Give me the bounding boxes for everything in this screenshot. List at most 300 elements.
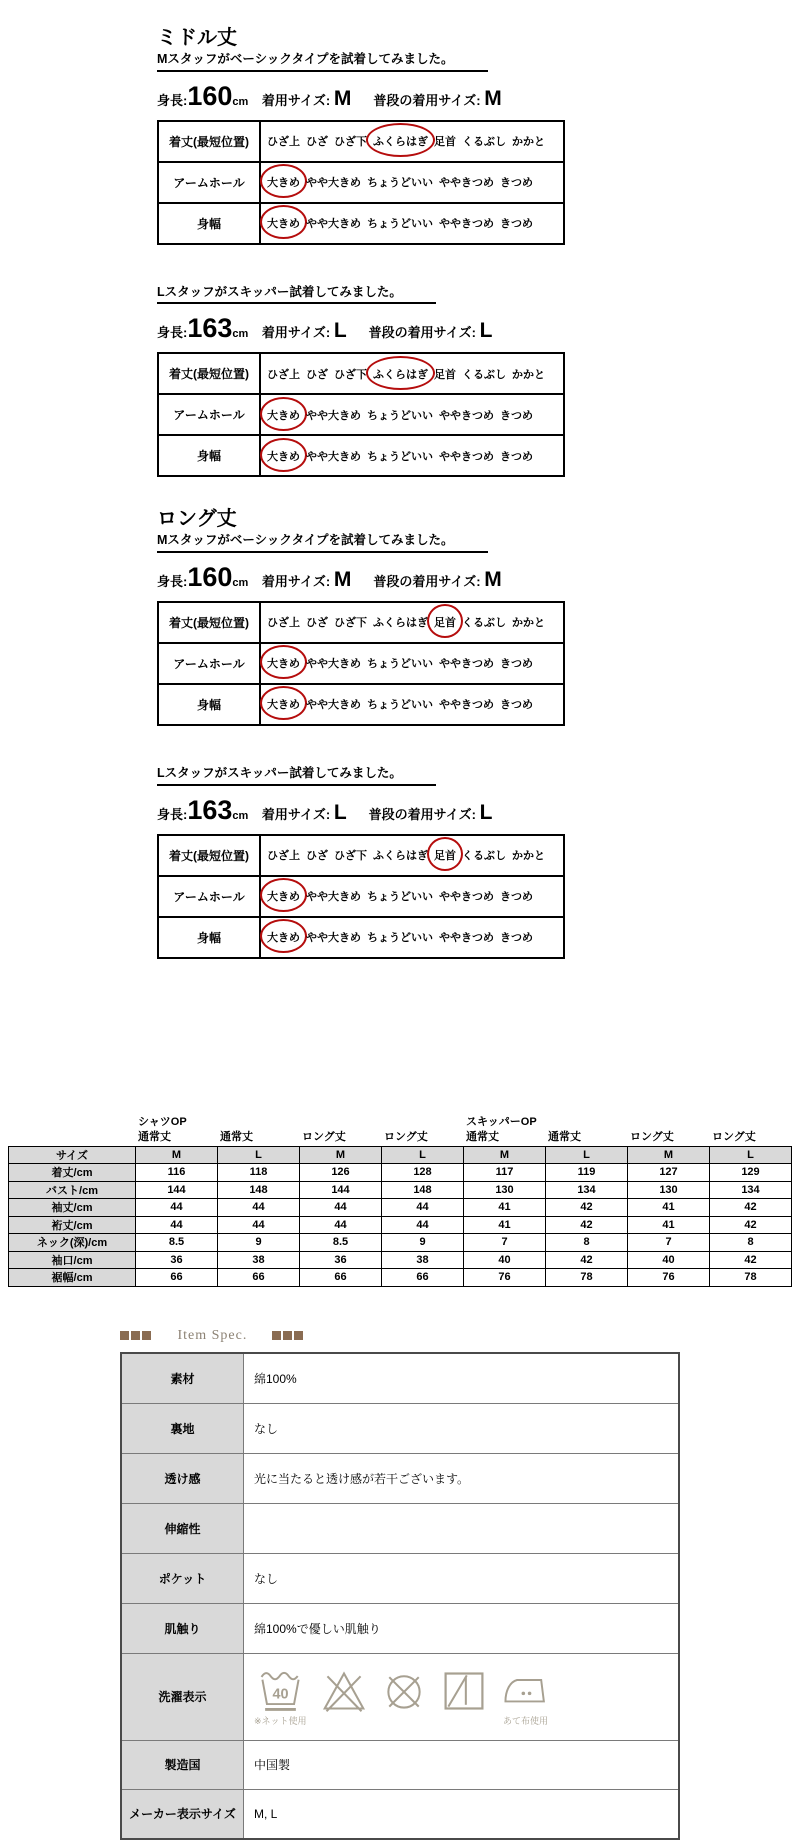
size-cell: 42	[546, 1199, 628, 1217]
fit-option: ふくらはぎ	[373, 617, 428, 630]
fit-table	[157, 601, 565, 726]
accent-squares-left-icon	[120, 1327, 153, 1345]
fit-table-row	[158, 602, 564, 643]
size-type-label: ロング丈	[302, 1130, 346, 1143]
size-row-label: バスト/cm	[9, 1181, 136, 1199]
size-group-shirt-label: シャツOP	[138, 1115, 187, 1128]
size-cell: 42	[710, 1216, 792, 1234]
fit-option: かかと	[512, 850, 545, 862]
fit-table-row	[158, 394, 564, 435]
fit-option-circled: 大きめ	[267, 174, 300, 190]
fit-table-row	[158, 353, 564, 394]
size-row-label: ネック(深)/cm	[9, 1234, 136, 1252]
fit-option: 足首	[434, 368, 456, 381]
size-cell: 119	[546, 1164, 628, 1182]
fit-row-options	[260, 353, 564, 394]
spec-row	[121, 1553, 679, 1603]
page-root	[0, 26, 800, 1840]
size-cell: 8	[546, 1234, 628, 1252]
size-cell: 44	[218, 1216, 300, 1234]
size-cell: 41	[464, 1199, 546, 1217]
size-type-label: ロング丈	[712, 1130, 756, 1143]
size-cell: 36	[300, 1251, 382, 1269]
fit-option: ふくらはぎ	[373, 850, 428, 862]
size-cell: 130	[464, 1181, 546, 1199]
fit-option: ひざ上	[267, 368, 300, 381]
item-spec-table-host	[120, 1352, 680, 1840]
trial	[157, 531, 800, 726]
staff-stats	[157, 795, 800, 826]
fit-option: ちょうどいい	[367, 658, 433, 671]
size-cell: 118	[218, 1164, 300, 1182]
fit-option: やや大きめ	[306, 450, 361, 463]
size-table-row	[9, 1164, 792, 1182]
fit-row-options	[260, 684, 564, 725]
fit-row-label: アームホール	[158, 643, 260, 684]
size-header-cell: L	[710, 1146, 792, 1164]
fit-option: ちょうどいい	[367, 218, 433, 231]
trial-subtitle: Mスタッフがベーシックタイプを試着してみました。	[157, 52, 488, 72]
fit-option-circled: 足首	[434, 847, 456, 863]
fit-row-label: 着丈(最短位置)	[158, 353, 260, 394]
item-spec-block	[120, 1327, 680, 1840]
stat-usual-size-value: M	[484, 567, 502, 591]
size-group-skipper-label: スキッパーOP	[466, 1115, 537, 1128]
spec-row-value	[244, 1603, 680, 1653]
stat-usual-size-value: L	[479, 800, 493, 824]
staff-stats	[157, 313, 800, 344]
spec-value-text: 綿100%で優しい肌触り	[254, 1621, 381, 1636]
fit-option-circled: 大きめ	[267, 696, 300, 712]
stat-wear-size-label: 着用サイズ:	[258, 325, 334, 341]
size-cell: 76	[464, 1269, 546, 1287]
spec-row	[121, 1353, 679, 1404]
fit-option: くるぶし	[462, 850, 506, 862]
stat-usual-size-label: 普段の着用サイズ:	[368, 325, 480, 341]
spec-row-value	[244, 1789, 680, 1839]
fit-row-label: アームホール	[158, 394, 260, 435]
size-cell: 8.5	[136, 1234, 218, 1252]
fit-option: やや大きめ	[306, 699, 361, 712]
stat-height-unit: cm	[232, 95, 249, 108]
stat-wear-size-label: 着用サイズ:	[258, 573, 334, 589]
stat-height-label: 身長:	[157, 325, 188, 341]
stat-wear-size-label: 着用サイズ:	[258, 806, 334, 822]
fit-row-options	[260, 643, 564, 684]
fit-option: かかと	[512, 136, 545, 149]
stat-height-label: 身長:	[157, 806, 188, 822]
item-spec-title: Item Spec.	[177, 1327, 248, 1343]
stat-wear-size-value: M	[333, 567, 352, 591]
size-cell: 76	[628, 1269, 710, 1287]
size-cell: 42	[710, 1251, 792, 1269]
fit-table-row	[158, 917, 564, 958]
fit-option: ややきつめ	[439, 699, 494, 712]
size-cell: 9	[382, 1234, 464, 1252]
size-cell: 66	[300, 1269, 382, 1287]
size-cell: 134	[546, 1181, 628, 1199]
size-cell: 41	[628, 1199, 710, 1217]
spec-row-label: 製造国	[121, 1740, 244, 1789]
fit-option: ひざ上	[267, 850, 300, 862]
spec-row	[121, 1653, 679, 1740]
stat-wear-size-value: M	[333, 86, 352, 110]
size-cell: 8.5	[300, 1234, 382, 1252]
fit-table-row	[158, 121, 564, 162]
stat-wear-size-label: 着用サイズ:	[258, 92, 334, 108]
fit-row-label: アームホール	[158, 162, 260, 203]
spec-row-value	[244, 1403, 680, 1453]
size-header-cell: L	[546, 1146, 628, 1164]
size-type-label: 通常丈	[220, 1130, 253, 1143]
size-type-label: 通常丈	[548, 1130, 581, 1143]
fit-option: くるぶし	[462, 617, 506, 630]
fit-option: きつめ	[500, 932, 533, 944]
care-symbols	[254, 1664, 677, 1729]
fit-section	[157, 26, 800, 477]
fit-option: やや大きめ	[306, 932, 361, 944]
size-cell: 66	[382, 1269, 464, 1287]
fit-option: やや大きめ	[306, 658, 361, 671]
size-row-label: 袖丈/cm	[9, 1199, 136, 1217]
fit-option: ひざ下	[334, 617, 367, 630]
fit-table	[157, 120, 565, 245]
fit-option: きつめ	[500, 218, 533, 231]
size-cell: 41	[464, 1216, 546, 1234]
size-cell: 44	[300, 1216, 382, 1234]
spec-row-label: メーカー表示サイズ	[121, 1789, 244, 1839]
fit-section	[157, 507, 800, 958]
fit-option: ひざ下	[334, 136, 367, 149]
spec-row-value	[244, 1653, 680, 1740]
size-cell: 44	[382, 1199, 464, 1217]
care-no-dry-clean-icon	[381, 1668, 427, 1714]
size-table-row	[9, 1269, 792, 1287]
size-table-row	[9, 1251, 792, 1269]
care-shade-dry-icon	[441, 1668, 487, 1714]
size-cell: 66	[136, 1269, 218, 1287]
fit-row-options	[260, 835, 564, 876]
fit-row-label: 着丈(最短位置)	[158, 602, 260, 643]
size-cell: 38	[218, 1251, 300, 1269]
size-cell: 42	[546, 1216, 628, 1234]
size-cell: 129	[710, 1164, 792, 1182]
size-cell: 44	[382, 1216, 464, 1234]
fit-row-label: 身幅	[158, 203, 260, 244]
care-no-bleach-icon	[321, 1668, 367, 1714]
stat-height-label: 身長:	[157, 92, 188, 108]
fit-table-row	[158, 203, 564, 244]
fit-row-label: 着丈(最短位置)	[158, 835, 260, 876]
care-wash-40-icon	[254, 1667, 307, 1727]
size-cell: 128	[382, 1164, 464, 1182]
size-table	[8, 1146, 792, 1287]
fit-option-circled: 足首	[434, 614, 456, 630]
size-cell: 42	[546, 1251, 628, 1269]
size-row-label: 着丈/cm	[9, 1164, 136, 1182]
spec-value-text: 光に当たると透け感が若干ございます。	[254, 1471, 470, 1486]
fit-option-circled: 大きめ	[267, 929, 300, 945]
spec-value-text: 中国製	[254, 1758, 291, 1773]
size-cell: 41	[628, 1216, 710, 1234]
size-cell: 36	[136, 1251, 218, 1269]
fit-option: やや大きめ	[306, 891, 361, 903]
stat-usual-size-label: 普段の着用サイズ:	[373, 573, 485, 589]
stat-usual-size-label: 普段の着用サイズ:	[368, 806, 480, 822]
spec-row-value	[244, 1553, 680, 1603]
trial	[157, 764, 800, 959]
size-cell: 78	[710, 1269, 792, 1287]
size-row-label: 袖口/cm	[9, 1251, 136, 1269]
size-header-cell: M	[300, 1146, 382, 1164]
fit-option-circled: 大きめ	[267, 655, 300, 671]
spec-row-label: ポケット	[121, 1553, 244, 1603]
fit-option: きつめ	[500, 177, 533, 190]
size-row-label: 裄丈/cm	[9, 1216, 136, 1234]
spec-value-text: なし	[254, 1571, 279, 1586]
size-cell: 7	[628, 1234, 710, 1252]
fit-option: ややきつめ	[439, 658, 494, 671]
size-header-label: サイズ	[9, 1146, 136, 1164]
accent-squares-right-icon	[272, 1327, 305, 1345]
fit-option: きつめ	[500, 891, 533, 903]
size-cell: 127	[628, 1164, 710, 1182]
size-cell: 144	[136, 1181, 218, 1199]
staff-stats	[157, 81, 800, 112]
fit-table-row	[158, 643, 564, 684]
spec-value-text: M, L	[254, 1806, 278, 1821]
fit-table-row	[158, 435, 564, 476]
size-cell: 116	[136, 1164, 218, 1182]
trial-subtitle: Mスタッフがベーシックタイプを試着してみました。	[157, 533, 488, 553]
fit-option: ややきつめ	[439, 932, 494, 944]
spec-row	[121, 1453, 679, 1503]
stat-wear-size-value: L	[333, 800, 347, 824]
size-cell: 38	[382, 1251, 464, 1269]
stat-height-value: 160	[187, 80, 233, 111]
fit-row-options	[260, 162, 564, 203]
fit-sections	[157, 26, 800, 959]
fit-option-circled: 大きめ	[267, 888, 300, 904]
size-cell: 9	[218, 1234, 300, 1252]
trial	[157, 50, 800, 245]
fit-option: ひざ下	[334, 368, 367, 381]
fit-row-options	[260, 203, 564, 244]
fit-table-row	[158, 876, 564, 917]
size-cell: 42	[710, 1199, 792, 1217]
size-table-row	[9, 1199, 792, 1217]
spec-row-value	[244, 1503, 680, 1553]
stat-height-unit: cm	[232, 809, 249, 822]
fit-option: 足首	[434, 136, 456, 149]
fit-option: ややきつめ	[439, 218, 494, 231]
trial-subtitle: Lスタッフがスキッパー試着してみました。	[157, 285, 436, 305]
section-heading: ミドル丈	[157, 27, 237, 49]
fit-row-label: 着丈(最短位置)	[158, 121, 260, 162]
stat-height-unit: cm	[232, 328, 249, 341]
fit-table-row	[158, 162, 564, 203]
fit-row-label: 身幅	[158, 684, 260, 725]
fit-option: かかと	[512, 368, 545, 381]
spec-row-label: 素材	[121, 1353, 244, 1404]
fit-option: やや大きめ	[306, 177, 361, 190]
size-cell: 40	[628, 1251, 710, 1269]
fit-row-options	[260, 876, 564, 917]
fit-option: ややきつめ	[439, 450, 494, 463]
fit-option: ちょうどいい	[367, 891, 433, 903]
fit-option: ひざ	[306, 617, 328, 630]
fit-row-options	[260, 435, 564, 476]
fit-option-circled: 大きめ	[267, 407, 300, 423]
size-cell: 44	[136, 1199, 218, 1217]
fit-table-row	[158, 835, 564, 876]
size-header-cell: M	[136, 1146, 218, 1164]
fit-table	[157, 834, 565, 959]
trial	[157, 283, 800, 478]
size-cell: 130	[628, 1181, 710, 1199]
stat-height-value: 163	[187, 313, 233, 344]
size-cell: 44	[218, 1199, 300, 1217]
size-cell: 148	[382, 1181, 464, 1199]
size-cell: 134	[710, 1181, 792, 1199]
fit-option: きつめ	[500, 409, 533, 422]
size-table-row	[9, 1216, 792, 1234]
svg-text:40: 40	[272, 1686, 289, 1703]
size-type-label: ロング丈	[384, 1130, 428, 1143]
size-table-block	[8, 1115, 791, 1287]
stat-height-unit: cm	[232, 576, 249, 589]
fit-table	[157, 352, 565, 477]
fit-option: くるぶし	[462, 136, 506, 149]
spec-value-text: なし	[254, 1421, 279, 1436]
size-type-label: 通常丈	[466, 1130, 499, 1143]
fit-option: ちょうどいい	[367, 699, 433, 712]
fit-option-circled: 大きめ	[267, 215, 300, 231]
size-type-spacer	[8, 1130, 135, 1145]
stat-usual-size-value: L	[479, 319, 493, 343]
fit-table-row	[158, 684, 564, 725]
fit-option: ややきつめ	[439, 177, 494, 190]
spec-row	[121, 1603, 679, 1653]
fit-option: やや大きめ	[306, 409, 361, 422]
item-spec-table	[120, 1352, 680, 1840]
spec-row	[121, 1789, 679, 1839]
stat-usual-size-label: 普段の着用サイズ:	[373, 92, 485, 108]
size-cell: 148	[218, 1181, 300, 1199]
fit-option: ちょうどいい	[367, 409, 433, 422]
size-cell: 7	[464, 1234, 546, 1252]
size-table-row	[9, 1234, 792, 1252]
spec-row-label: 裏地	[121, 1403, 244, 1453]
fit-option-circled: ふくらはぎ	[373, 366, 428, 382]
size-cell: 126	[300, 1164, 382, 1182]
fit-row-label: 身幅	[158, 917, 260, 958]
fit-option: きつめ	[500, 658, 533, 671]
size-row-label: 裾幅/cm	[9, 1269, 136, 1287]
fit-option: ひざ	[306, 850, 328, 862]
care-iron-press-cloth-icon	[501, 1671, 551, 1727]
fit-row-options	[260, 121, 564, 162]
fit-option: かかと	[512, 617, 545, 630]
fit-option: きつめ	[500, 699, 533, 712]
trial-subtitle: Lスタッフがスキッパー試着してみました。	[157, 766, 436, 786]
stat-wear-size-value: L	[333, 319, 347, 343]
item-spec-header	[120, 1327, 680, 1345]
size-header-cell: M	[628, 1146, 710, 1164]
size-cell: 40	[464, 1251, 546, 1269]
size-table-header-row	[9, 1146, 792, 1164]
spec-row-label: 洗濯表示	[121, 1653, 244, 1740]
spec-row-value	[244, 1453, 680, 1503]
stat-height-value: 160	[187, 561, 233, 592]
size-cell: 78	[546, 1269, 628, 1287]
size-cell: 44	[300, 1199, 382, 1217]
care-caption: あて布使用	[503, 1716, 549, 1727]
spec-row-label: 伸縮性	[121, 1503, 244, 1553]
fit-option: くるぶし	[462, 368, 506, 381]
size-header-cell: M	[464, 1146, 546, 1164]
fit-option: ひざ上	[267, 136, 300, 149]
spec-row	[121, 1403, 679, 1453]
fit-row-options	[260, 917, 564, 958]
fit-option: ややきつめ	[439, 891, 494, 903]
size-cell: 8	[710, 1234, 792, 1252]
stat-usual-size-value: M	[484, 86, 502, 110]
size-cell: 117	[464, 1164, 546, 1182]
fit-option: きつめ	[500, 450, 533, 463]
spec-row-value	[244, 1740, 680, 1789]
spec-row-label: 透け感	[121, 1453, 244, 1503]
staff-stats	[157, 562, 800, 593]
fit-option-circled: ふくらはぎ	[373, 133, 428, 149]
care-caption: ※ネット使用	[254, 1716, 307, 1727]
fit-option: ちょうどいい	[367, 450, 433, 463]
fit-option-circled: 大きめ	[267, 448, 300, 464]
size-group-spacer	[8, 1115, 135, 1130]
fit-option: ひざ下	[334, 850, 367, 862]
size-type-label: ロング丈	[630, 1130, 674, 1143]
size-type-labels	[8, 1130, 791, 1145]
size-group-labels	[8, 1115, 791, 1130]
spec-value-text: 綿100%	[254, 1371, 297, 1386]
size-header-cell: L	[218, 1146, 300, 1164]
spec-row-value	[244, 1353, 680, 1404]
fit-row-label: アームホール	[158, 876, 260, 917]
size-type-label: 通常丈	[138, 1130, 171, 1143]
spec-row-label: 肌触り	[121, 1603, 244, 1653]
size-cell: 66	[218, 1269, 300, 1287]
fit-option: やや大きめ	[306, 218, 361, 231]
fit-option: ちょうどいい	[367, 177, 433, 190]
stat-height-value: 163	[187, 794, 233, 825]
size-table-row	[9, 1181, 792, 1199]
size-cell: 144	[300, 1181, 382, 1199]
fit-option: ややきつめ	[439, 409, 494, 422]
fit-option: ひざ上	[267, 617, 300, 630]
fit-row-options	[260, 602, 564, 643]
fit-option: ひざ	[306, 136, 328, 149]
fit-row-label: 身幅	[158, 435, 260, 476]
size-cell: 44	[136, 1216, 218, 1234]
stat-height-label: 身長:	[157, 573, 188, 589]
section-heading: ロング丈	[157, 508, 237, 531]
fit-row-options	[260, 394, 564, 435]
spec-row	[121, 1503, 679, 1553]
spec-row	[121, 1740, 679, 1789]
size-header-cell: L	[382, 1146, 464, 1164]
fit-option: ひざ	[306, 368, 328, 381]
fit-option: ちょうどいい	[367, 932, 433, 944]
